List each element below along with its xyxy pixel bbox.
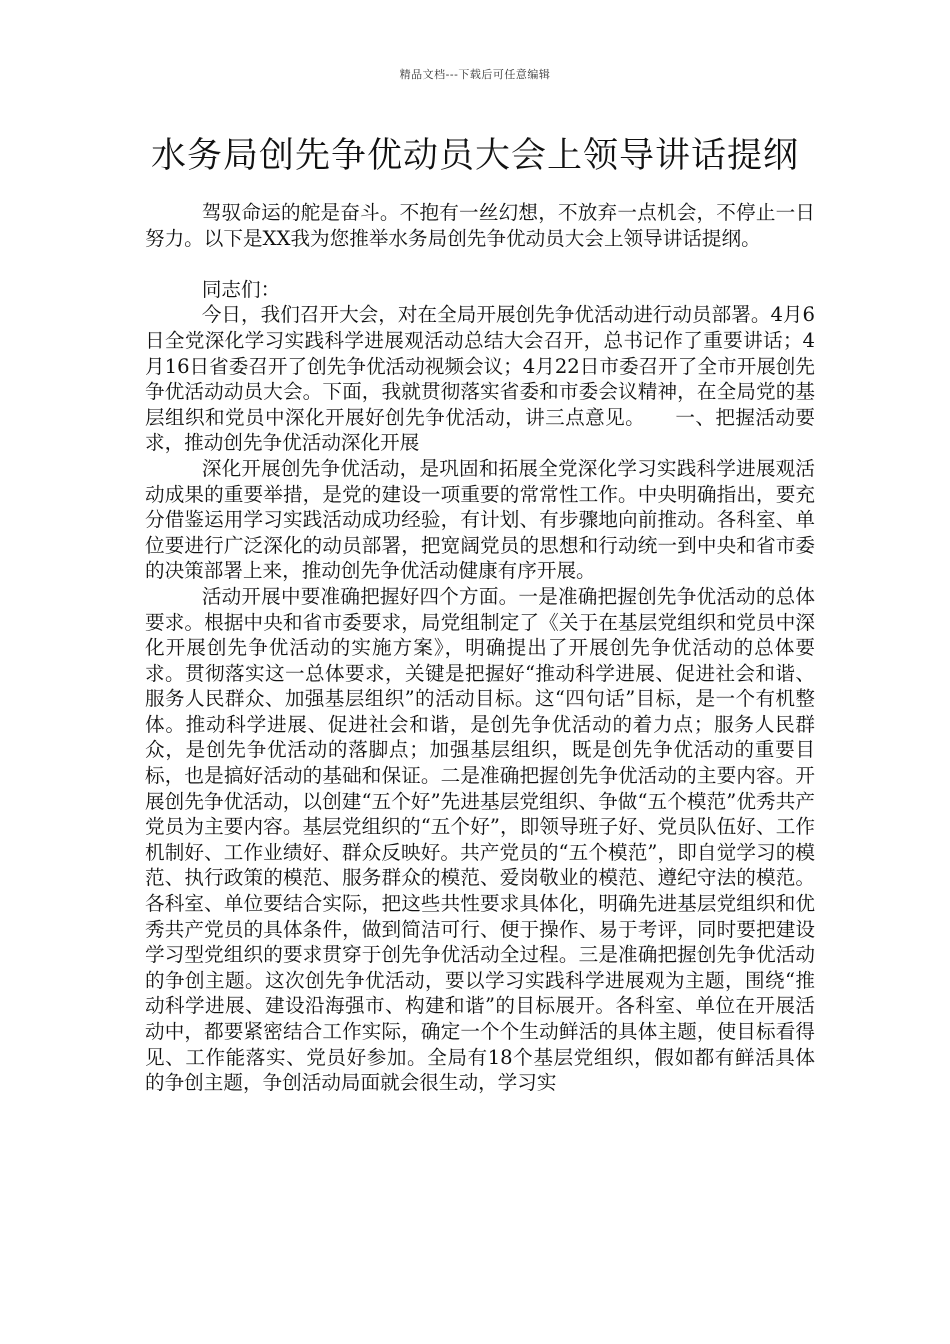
body-paragraph: 活动开展中要准确把握好四个方面。一是准确把握创先争优活动的总体要求。根据中央和省市委要求，局党组制定了《关于在基层党组织和党员中深化开展创先争优活动的实施方案》，明确提出了开展创先争优活动的总体要求。贯彻落实这一总体要求，关键是把握好“推动科学进展、促进社会和谐、服务人民群众、加强基层组织”的活动目标。这“四句话”目标，是一个有机整体。推动科学进展、促进社会和谐，是创先争优活动的着力点；服务人民群众，是创先争优活动的落脚点；加强基层组织，既是创先争优活动的重要目标，也是搞好活动的基础和保证。二是准确把握创先争优活动的主要内容。开展创先争优活动，以创建“五个好”先进基层党组织、争做“五个模范”优秀共产党员为主要内容。基层党组织的“五个好”，即领导班子好、党员队伍好、工作机制好、工作业绩好、群众反映好。共产党员的“五个模范”，即自觉学习的模范、执行政策的模范、服务群众的模范、爱岗敬业的模范、遵纪守法的模范。各科室、单位要结合实际，把这些共性要求具体化，明确先进基层党组织和优秀共产党员的具体条件，做到简洁可行、便于操作、易于考评，同时要把建设学习型党组织的要求贯穿于创先争优活动全过程。三是准确把握创先争优活动的争创主题。这次创先争优活动，要以学习实践科学进展观为主题，围绕“推动科学进展、建设沿海强市、构建和谐”的目标展开。各科室、单位在开展活动中，都要紧密结合工作实际，确定一个个生动鲜活的具体主题，使目标看得见、工作能落实、党员好参加。全局有18个基层党组织，假如都有鲜活具体的争创主题，争创活动局面就会很生动，学习实 (145, 584, 815, 1095)
intro-paragraph: 驾驭命运的舵是奋斗。不抱有一丝幻想，不放弃一点机会，不停止一日努力。以下是XX我为您推举水务局创先争优动员大会上领导讲话提纲。 (145, 201, 815, 250)
body-paragraph: 今日，我们召开大会，对在全局开展创先争优活动进行动员部署。4月6日全党深化学习实践科学进展观活动总结大会召开，总书记作了重要讲话；4月16日省委召开了创先争优活动视频会议；4月22日市委召开了全市开展创先争优活动动员大会。下面，我就贯彻落实省委和市委会议精神，在全局党的基层组织和党员中深化开展好创先争优活动，讲三点意见。 一、把握活动要求，推动创先争优活动深化开展 (145, 303, 815, 455)
document-body (145, 200, 815, 1096)
document-title: 水务局创先争优动员大会上领导讲话提纲 (150, 136, 799, 176)
body-paragraph: 深化开展创先争优活动，是巩固和拓展全党深化学习实践科学进展观活动成果的重要举措，是党的建设一项重要的常常性工作。中央明确指出，要充分借鉴运用学习实践活动成功经验，有计划、有步骤地向前推动。各科室、单位要进行广泛深化的动员部署，把宽阔党员的思想和行动统一到中央和省市委的决策部署上来，推动创先争优活动健康有序开展。 (145, 456, 815, 583)
salutation: 同志们： (201, 277, 281, 301)
header-note: 精品文档---下载后可任意编辑 (399, 68, 551, 81)
